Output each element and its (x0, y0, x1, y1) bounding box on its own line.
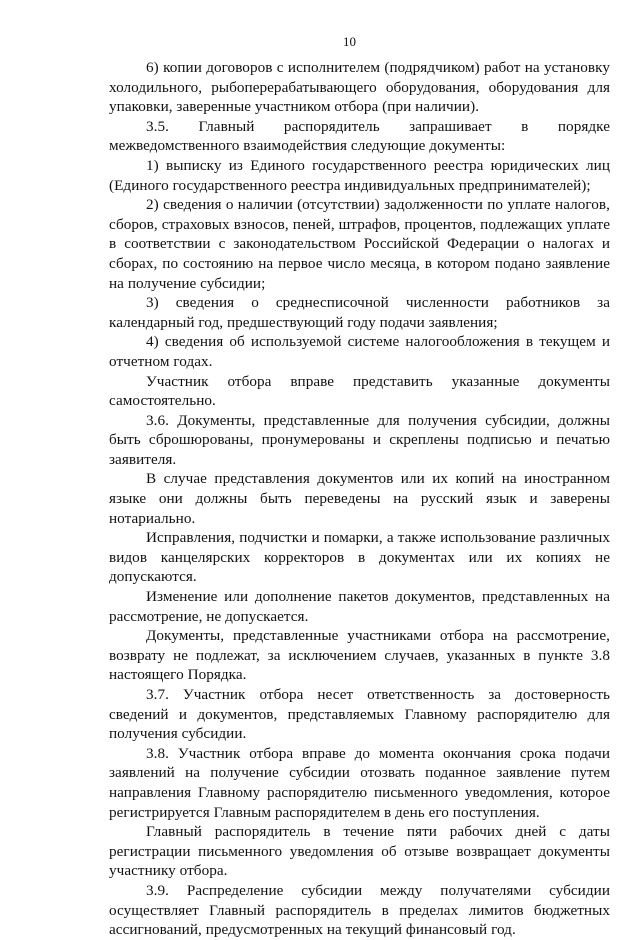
paragraph-changes: Изменение или дополнение пакетов документов, представленных на рассмотрение, не допускается. (109, 588, 610, 625)
page-number: 10 (343, 34, 356, 49)
paragraph-3-6: 3.6. Документы, представленные для получения субсидии, должны быть сброшюрованы, пронумерованы и скреплены подписью и печатью заявителя. (109, 411, 610, 468)
paragraph-return-documents: Главный распорядитель в течение пяти рабочих дней с даты регистрации письменного уведомления об отзыве возвращает документы участнику отбора. (109, 823, 610, 880)
paragraph-3-9: 3.9. Распределение субсидии между получателями субсидии осуществляет Главный распорядитель в пределах лимитов бюджетных ассигнований, предусмотренных на текущий финансовый год. (109, 881, 610, 939)
paragraph-3-5: 3.5. Главный распорядитель запрашивает в порядке межведомственного взаимодействия следующие документы: (109, 117, 610, 155)
paragraph-no-return: Документы, представленные участниками отбора на рассмотрение, возврату не подлежат, за исключением случаев, указанных в пункте 3.8 настоящего Порядка. (109, 627, 610, 684)
paragraph-item-6: 6) копии договоров с исполнителем (подрядчиком) работ на установку холодильного, рыбоперерабатывающего оборудования, оборудования для упаковки, заверенные участником отбора (при наличии). (109, 59, 610, 116)
paragraph-foreign-language: В случае представления документов или их копий на иностранном языке они должны быть переведены на русский язык и заверены нотариально. (109, 470, 610, 527)
paragraph-item-2: 2) сведения о наличии (отсутствии) задолженности по уплате налогов, сборов, страховых взносов, пеней, штрафов, процентов, подлежащих уплате в соответствии с законодательством Российской Федерации о налогах и сборах, по состоянию на первое число месяца, в котором подано заявление на получение субсидии; (109, 196, 610, 292)
paragraph-item-4: 4) сведения об используемой системе налогообложения в текущем и отчетном годах. (109, 333, 610, 370)
paragraph-item-3: 3) сведения о среднесписочной численности работников за календарный год, предшествующий году подачи заявления; (109, 294, 610, 331)
paragraph-corrections: Исправления, подчистки и помарки, а также использование различных видов канцелярских корректоров в документах или их копиях не допускаются. (109, 529, 610, 586)
paragraph-3-8: 3.8. Участник отбора вправе до момента окончания срока подачи заявлений на получение субсидии отозвать поданное заявление путем направления Главному распорядителю письменного уведомления, которое регистрируется Главным распорядителем в день его поступления. (109, 744, 610, 821)
paragraph-3-7: 3.7. Участник отбора несет ответственность за достоверность сведений и документов, представляемых Главному распорядителю для получения субсидии. (109, 686, 610, 743)
paragraph-item-1: 1) выписку из Единого государственного реестра юридических лиц (Единого государственного реестра индивидуальных предпринимателей); (109, 156, 610, 194)
paragraph-self-submit: Участник отбора вправе представить указанные документы самостоятельно. (109, 372, 610, 410)
